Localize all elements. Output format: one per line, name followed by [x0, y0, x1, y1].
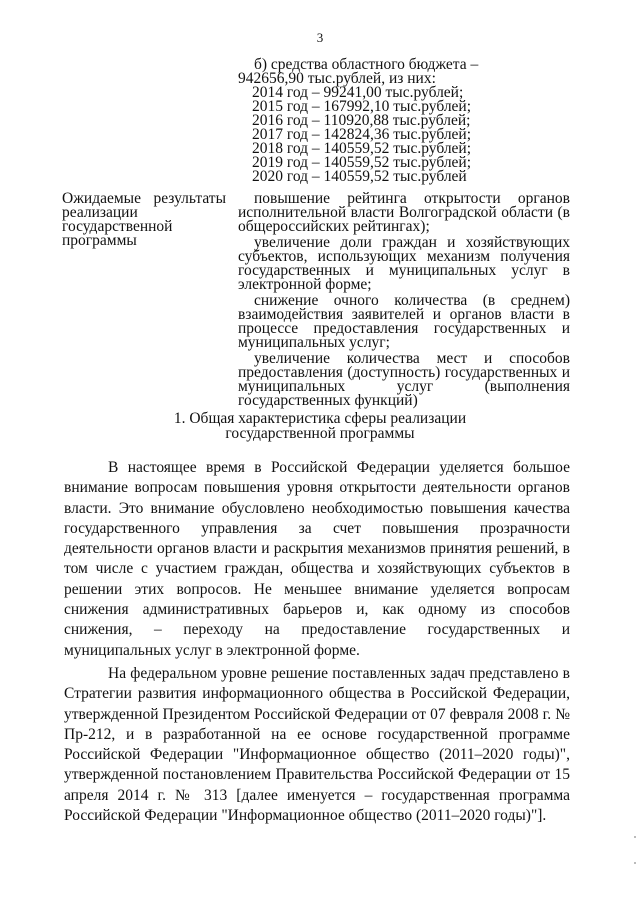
budget-year-2020: 2020 год – 140559,52 тыс.рублей — [252, 168, 467, 185]
body-text — [64, 458, 570, 826]
section-title-line2: государственной программы — [225, 425, 415, 442]
results-item-access-points: увеличение количества мест и способов предоставления (доступность) государственных и муниципальных услуг (выполнения государственных функций) — [238, 350, 570, 409]
scan-dot — [634, 836, 636, 838]
page-number: 3 — [316, 30, 324, 45]
budget-intro-line1: б) средства областного бюджета – — [254, 56, 479, 73]
results-item-rating: повышение рейтинга открытости органов исполнительной власти Волгоградской области (в общероссийских рейтингах); — [238, 190, 570, 235]
budget-row — [62, 58, 570, 186]
budget-row-label — [62, 58, 238, 186]
program-passport-table — [62, 58, 570, 408]
budget-intro-line2: 942656,90 тыс.рублей, из них: — [238, 70, 436, 87]
body-paragraph: В настоящее время в Российской Федерации уделяется большое внимание вопросам повышения уровня открытости деятельности органов власти. Это внимание обусловлено необходимостью повышения качества государственного управления за счет повышения прозрачности деятельности органов власти и раскрытия механизмов принятия решений, в том числе с участием граждан, общества и хозяйствующих субъектов в решении этих вопросов. Не меньшее внимание уделяется вопросам снижения административных барьеров и, как одному из способов снижения, – переходу на предоставление государственных и муниципальных услуг в электронной форме. — [64, 459, 570, 659]
budget-row-value — [238, 58, 570, 186]
budget-year-2017: 2017 год – 142824,36 тыс.рублей; — [252, 126, 472, 143]
results-row — [62, 192, 570, 408]
budget-year-2019: 2019 год – 140559,52 тыс.рублей; — [252, 154, 472, 171]
body-paragraph: На федеральном уровне решение поставленных задач представлено в Стратегии развития информационного общества в Российской Федерации, утвержденной Президентом Российской Федерации от 07 февраля 2008 г. № Пр-212, и в разработанной на ее основе государственной программе Российской Федерации "Информационное общество (2011–2020 годы)", утвержденной постановлением Правительства Российской Федерации от 15 апреля 2014 г. № 313 [далее именуется – государственная программа Российской Федерации "Информационное общество (2011–2020 годы)"]. — [64, 664, 570, 825]
section-title-line1: 1. Общая характеристика сферы реализации — [173, 410, 467, 427]
section-title — [0, 411, 640, 441]
results-row-value — [238, 192, 570, 408]
results-item-visits-reduction: снижение очного количества (в среднем) взаимодействия заявителей и органов власти в процессе предоставления государственных и муниципальных услуг; — [238, 292, 570, 351]
scan-dot — [634, 862, 636, 864]
results-row-label: Ожидаемые результаты реализации государственной программы — [62, 190, 226, 249]
budget-year-2015: 2015 год – 167992,10 тыс.рублей; — [252, 98, 472, 115]
budget-year-2014: 2014 год – 99241,00 тыс.рублей; — [252, 84, 464, 101]
budget-year-2016: 2016 год – 110920,88 тыс.рублей; — [252, 112, 471, 129]
results-item-electronic-share: увеличение доли граждан и хозяйствующих субъектов, использующих механизм получения государственных и муниципальных услуг в электронной форме; — [238, 234, 570, 293]
budget-year-2018: 2018 год – 140559,52 тыс.рублей; — [252, 140, 472, 157]
